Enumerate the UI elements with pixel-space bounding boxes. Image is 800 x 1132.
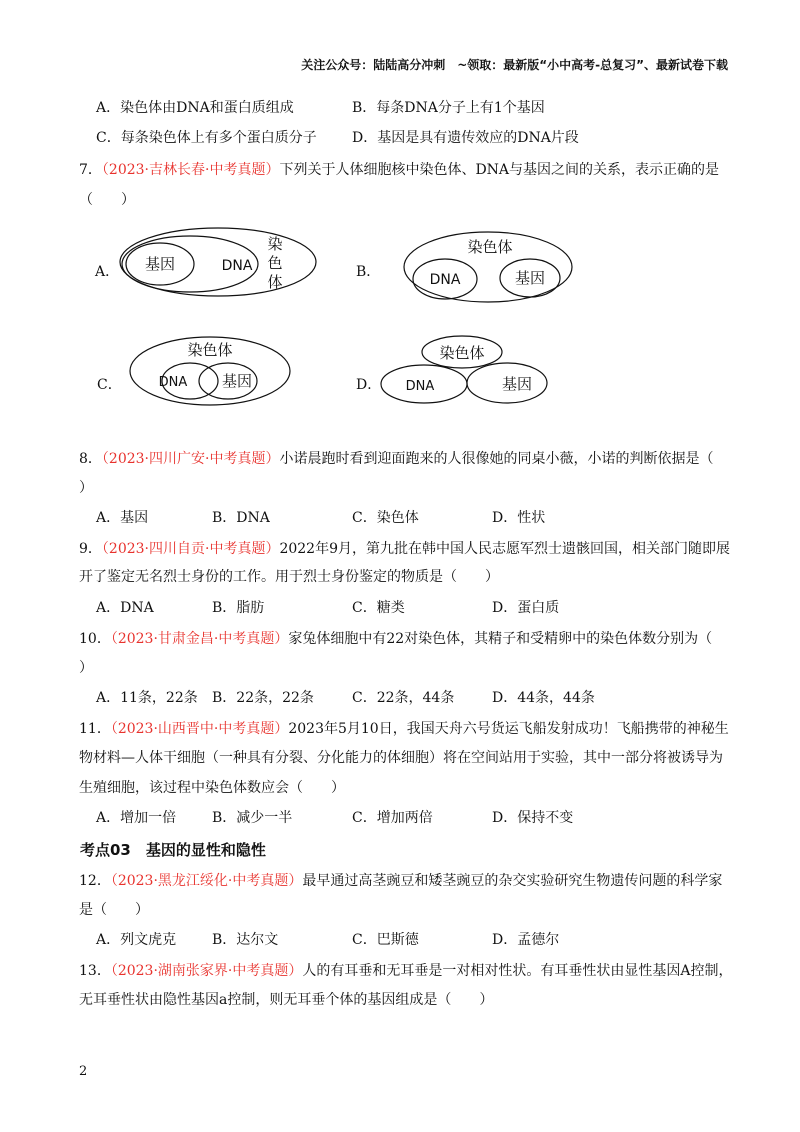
question-number: 13． xyxy=(79,963,111,979)
q11-option-c: C．增加两倍 xyxy=(352,810,433,826)
q9-option-d: D．蛋白质 xyxy=(492,600,560,616)
diagram-a-gene: 基因 xyxy=(144,255,176,273)
diagram-c-dna: DNA xyxy=(158,375,188,390)
question-text: 家兔体细胞中有22对染色体，其精子和受精卵中的染色体数分别为（ xyxy=(288,631,713,647)
diagram-b xyxy=(400,228,580,306)
diagram-d xyxy=(380,333,560,413)
q8-option-d: D．性状 xyxy=(492,510,546,526)
q9-option-b: B．脂肪 xyxy=(212,600,265,616)
diagram-a xyxy=(115,222,325,302)
q6-option-d: D．基因是具有遗传效应的DNA片段 xyxy=(352,130,579,146)
question-7 xyxy=(79,160,719,180)
q6-option-a: A．染色体由DNA和蛋白质组成 xyxy=(96,100,294,116)
question-text: 2023年5月10日，我国天舟六号货运飞船发射成功！飞船携带的神秘生 xyxy=(288,721,729,737)
page-number: 2 xyxy=(79,1064,88,1079)
question-text: 人的有耳垂和无耳垂是一对相对性状。有耳垂性状由显性基因A控制， xyxy=(302,963,733,979)
question-number: 9． xyxy=(79,541,102,557)
question-source: （2023·吉林长春·中考真题） xyxy=(101,162,280,178)
question-11-cont-1: 物材料—人体干细胞（一种具有分裂、分化能力的体细胞）将在空间站用于实验，其中一部分将被诱导为 xyxy=(79,750,723,766)
q9-option-a: A．DNA xyxy=(96,600,154,616)
q11-option-b: B．减少一半 xyxy=(212,810,293,826)
q10-option-b: B．22条，22条 xyxy=(212,690,314,706)
diagram-b-gene: 基因 xyxy=(514,269,546,287)
question-12 xyxy=(79,871,722,891)
question-number: 7． xyxy=(79,162,102,178)
question-number: 12． xyxy=(79,873,111,889)
q10-option-c: C．22条，44条 xyxy=(352,690,455,706)
q7-label-d: D． xyxy=(356,377,382,393)
page-header: 关注公众号：陆陆高分冲刺 ~领取：最新版“小中高考-总复习”、最新试卷下载 xyxy=(301,58,728,72)
diagram-a-chr-1: 染 xyxy=(267,235,283,253)
question-8 xyxy=(79,449,713,469)
question-11-cont-2: 生殖细胞，该过程中染色体数应会（ ） xyxy=(79,780,345,796)
question-11 xyxy=(79,719,729,739)
section-heading: 考点03 基因的显性和隐性 xyxy=(80,841,266,859)
question-9 xyxy=(79,539,730,559)
question-10 xyxy=(79,629,712,649)
question-10-cont: ） xyxy=(79,660,93,676)
q7-label-a: A． xyxy=(95,264,120,280)
q8-option-c: C．染色体 xyxy=(352,510,419,526)
q7-label-b: B． xyxy=(356,264,381,280)
question-number: 10． xyxy=(79,631,111,647)
question-text: 最早通过高茎豌豆和矮茎豌豆的杂交实验研究生物遗传问题的科学家 xyxy=(302,873,723,889)
question-source: （2023·黑龙江绥化·中考真题） xyxy=(110,873,303,889)
question-source: （2023·甘肃金昌·中考真题） xyxy=(110,631,289,647)
q11-option-d: D．保持不变 xyxy=(492,810,574,826)
q6-option-c: C．每条染色体上有多个蛋白质分子 xyxy=(96,130,317,146)
question-13 xyxy=(79,961,732,981)
question-source: （2023·四川自贡·中考真题） xyxy=(101,541,280,557)
question-source: （2023·山西晋中·中考真题） xyxy=(110,721,289,737)
diagram-d-gene: 基因 xyxy=(501,375,533,393)
diagram-a-chr-2: 色 xyxy=(267,254,283,272)
q12-option-d: D．孟德尔 xyxy=(492,932,560,948)
q12-option-b: B．达尔文 xyxy=(212,932,279,948)
q10-option-a: A．11条，22条 xyxy=(96,690,198,706)
q8-option-b: B．DNA xyxy=(212,510,270,526)
diagram-c-chromosome: 染色体 xyxy=(187,341,233,359)
question-text: 小诺晨跑时看到迎面跑来的人很像她的同桌小薇，小诺的判断依据是（ xyxy=(279,451,714,467)
q12-option-c: C．巴斯德 xyxy=(352,932,419,948)
q6-option-b: B．每条DNA分子上有1个基因 xyxy=(352,100,545,116)
diagram-a-chr-3: 体 xyxy=(267,273,283,291)
diagram-a-dna: DNA xyxy=(221,258,253,274)
q12-option-a: A．列文虎克 xyxy=(96,932,177,948)
diagram-c-gene: 基因 xyxy=(221,372,253,390)
question-12-cont: 是（ ） xyxy=(79,902,149,918)
diagram-c xyxy=(125,335,305,410)
q10-option-d: D．44条，44条 xyxy=(492,690,595,706)
question-8-cont: ） xyxy=(79,480,93,496)
diagram-b-chromosome: 染色体 xyxy=(467,238,513,256)
q7-label-c: C． xyxy=(97,377,122,393)
q8-option-a: A．基因 xyxy=(96,510,149,526)
question-text: 2022年9月，第九批在韩中国人民志愿军烈士遗骸回国，相关部门随即展 xyxy=(279,541,730,557)
question-source: （2023·四川广安·中考真题） xyxy=(101,451,280,467)
diagram-d-dna: DNA xyxy=(405,379,435,394)
question-9-cont: 开了鉴定无名烈士身份的工作。用于烈士身份鉴定的物质是（ ） xyxy=(79,569,499,585)
question-text: 下列关于人体细胞核中染色体、DNA与基因之间的关系，表示正确的是 xyxy=(279,162,720,178)
question-13-cont: 无耳垂性状由隐性基因a控制，则无耳垂个体的基因组成是（ ） xyxy=(79,992,494,1008)
question-number: 11． xyxy=(79,721,111,737)
question-7-paren: （ ） xyxy=(79,192,135,208)
question-number: 8． xyxy=(79,451,102,467)
diagram-d-chromosome: 染色体 xyxy=(439,344,485,362)
question-source: （2023·湖南张家界·中考真题） xyxy=(110,963,303,979)
q9-option-c: C．糖类 xyxy=(352,600,405,616)
q11-option-a: A．增加一倍 xyxy=(96,810,177,826)
diagram-b-dna: DNA xyxy=(429,272,461,288)
